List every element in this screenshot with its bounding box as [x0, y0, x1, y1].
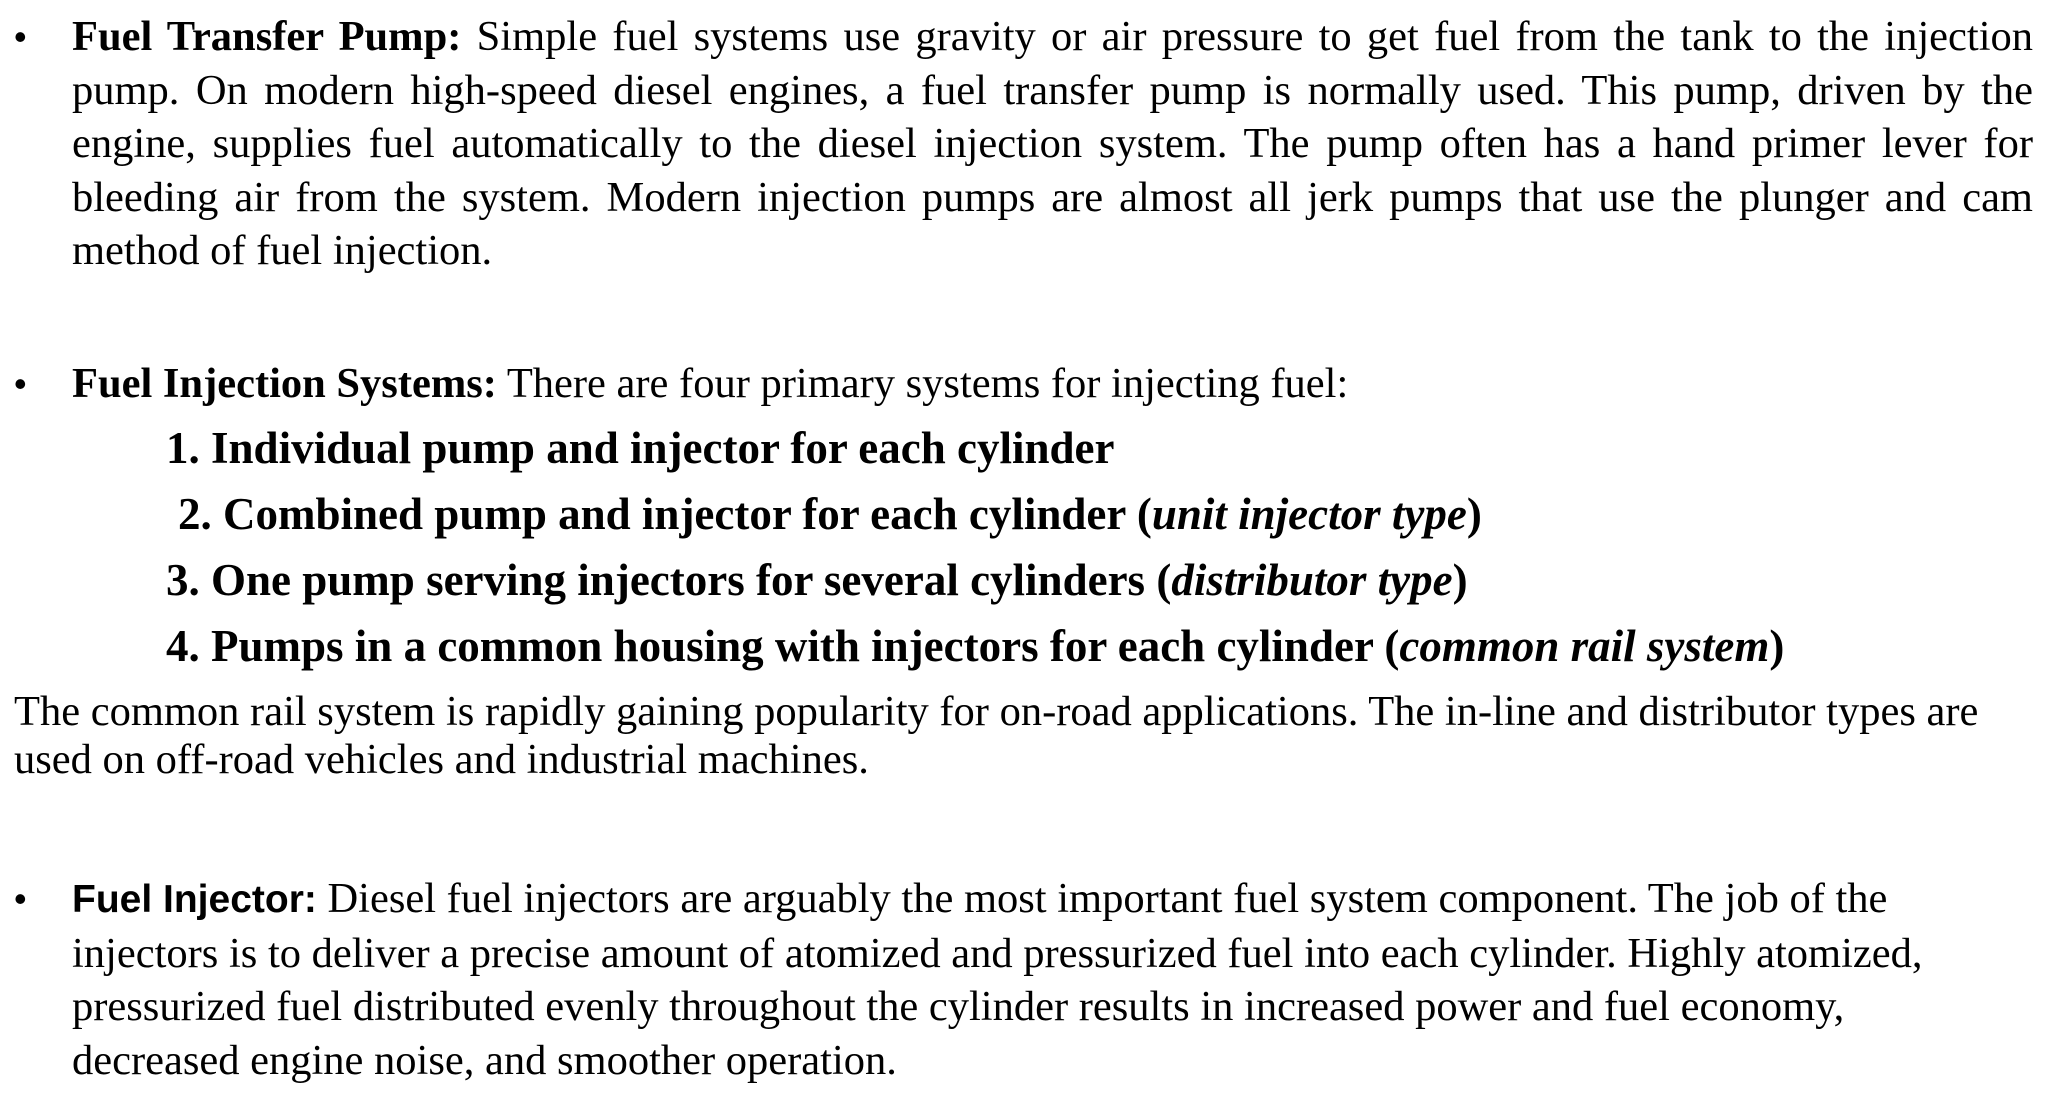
bullet-icon: •	[14, 878, 27, 919]
injection-system-item-3	[166, 552, 1468, 608]
injection-system-item-type: common rail system	[1399, 621, 1770, 671]
fuel-injection-systems-section	[0, 357, 2048, 411]
fuel-injector-section	[0, 872, 2048, 1087]
fuel-transfer-pump-term: Fuel Transfer Pump:	[72, 13, 462, 60]
fuel-transfer-pump-text: Simple fuel systems use gravity or air pressure to get fuel from the tank to the injection pump. On modern high-speed diesel engines, a fuel transfer pump is normally used. This pump, driven by the engine, supplies fuel automatically to the diesel injection system. The pump often has a hand primer lever for bleeding air from the system. Modern injection pumps are almost all jerk pumps that use the plunger and cam method of fuel injection.	[72, 13, 2034, 274]
injection-system-item-2	[178, 486, 1482, 542]
fuel-injector-text: Diesel fuel injectors are arguably the most important fuel system component. The job of the injectors is to deliver a precise amount of atomized and pressurized fuel into each cylinder. Highly atomized, pressurized fuel distributed evenly throughout the cylinder results in increased power and fuel economy, decreased engine noise, and smoother operation.	[72, 875, 1923, 1084]
bullet-icon: •	[14, 363, 27, 404]
fuel-injection-systems-intro	[0, 357, 2048, 411]
fuel-injection-systems-text: There are four primary systems for injecting fuel:	[496, 360, 1349, 407]
injection-system-item-paren-close: )	[1452, 555, 1468, 605]
injection-system-item-text: 2. Combined pump and injector for each cylinder	[178, 489, 1137, 539]
injection-system-item-paren-open: (	[1156, 555, 1172, 605]
injection-system-item-text: 3. One pump serving injectors for several cylinders	[166, 555, 1157, 605]
bullet-icon: •	[14, 16, 27, 57]
injection-system-item-paren-close: )	[1769, 621, 1785, 671]
fuel-injector-term: Fuel Injector:	[72, 878, 317, 921]
fuel-transfer-pump-paragraph	[0, 10, 2048, 278]
injection-system-item-paren-open: (	[1136, 489, 1152, 539]
injection-system-item-paren-close: )	[1466, 489, 1482, 539]
common-rail-note: The common rail system is rapidly gaining popularity for on-road applications. The in-line and distributor types are used on off-road vehicles and industrial machines.	[14, 688, 1979, 783]
fuel-injection-systems-term: Fuel Injection Systems:	[72, 360, 497, 407]
injection-system-item-paren-open: (	[1384, 621, 1400, 671]
fuel-transfer-pump-section	[0, 10, 2048, 278]
fuel-injector-paragraph	[0, 872, 2048, 1087]
injection-system-item-text: 4. Pumps in a common housing with injectors for each cylinder	[166, 621, 1385, 671]
injection-system-item-text: 1. Individual pump and injector for each cylinder	[166, 423, 1115, 473]
injection-system-item-type: unit injector type	[1151, 489, 1467, 539]
injection-system-item-4	[166, 618, 1784, 674]
injection-system-item-1	[166, 420, 1114, 476]
injection-system-item-type: distributor type	[1171, 555, 1453, 605]
